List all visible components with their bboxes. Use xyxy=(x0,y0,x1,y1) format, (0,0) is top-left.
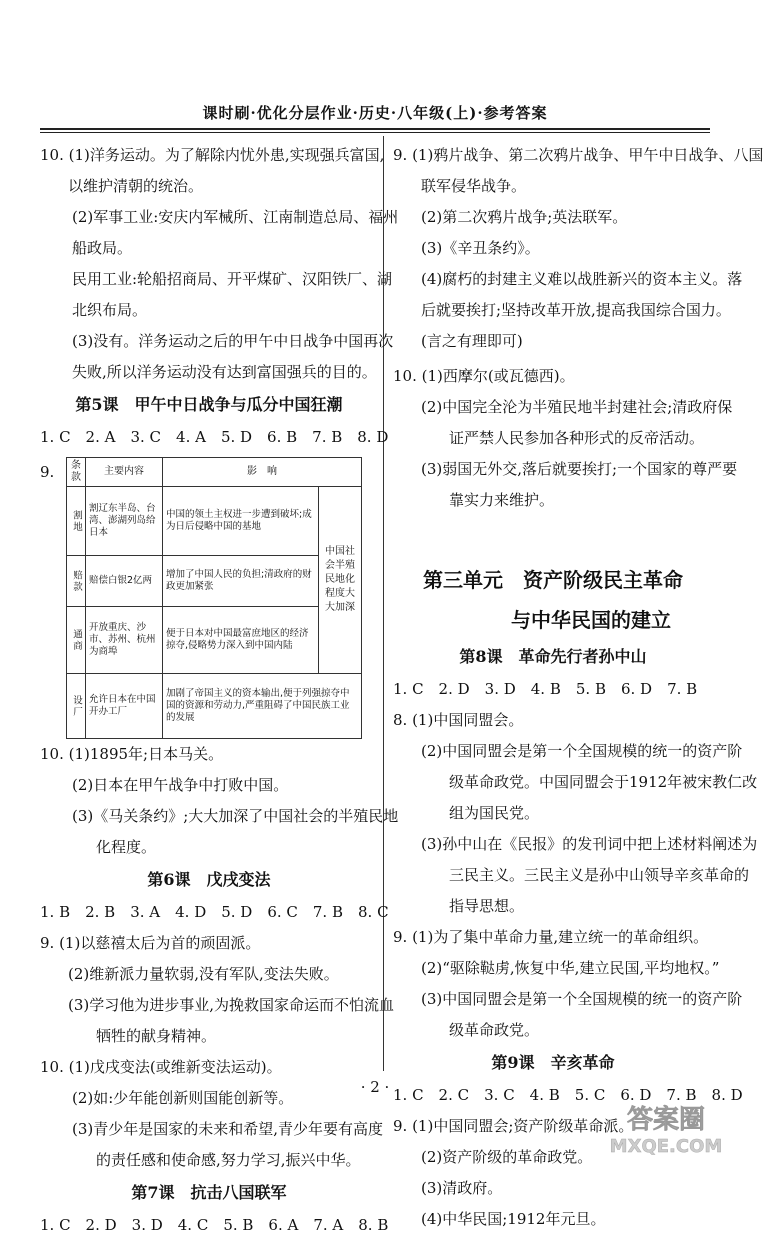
table-cell-effect: 中国的领土主权进一步遭到破坏;成为日后侵略中国的基地 xyxy=(163,487,319,556)
watermark-logo xyxy=(586,1098,746,1158)
table-row xyxy=(67,607,362,674)
answer-line: (3)清政府。 xyxy=(421,1179,503,1197)
table-cell-merged-effect: 中国社会半殖民地化程度大大加深 xyxy=(319,487,362,674)
answer-line: 10. (1)1895年;日本马关。 xyxy=(40,745,224,763)
treaty-table xyxy=(66,457,362,739)
answer-line: 10. (1)洋务运动。为了解除内忧外患,实现强兵富国, xyxy=(40,146,385,164)
table-cell-effect: 加剧了帝国主义的资本输出,便于列强掠夺中国的资源和劳动力,严重阻碍了中国民族工业的发展 xyxy=(163,674,362,739)
lesson-9-choices: 1. C 2. C 3. C 4. B 5. C 6. D 7. B 8. D xyxy=(393,1086,743,1104)
answer-line: (2)军事工业:安庆内军械所、江南制造总局、福州 xyxy=(72,208,399,226)
answer-line: 组为国民党。 xyxy=(449,804,540,822)
q9c-answer xyxy=(40,928,395,1052)
answer-line: 北织布局。 xyxy=(72,301,148,319)
q9-answer xyxy=(393,140,763,357)
table-cell-content: 开放重庆、沙市、苏州、杭州为商埠 xyxy=(86,607,163,674)
question-number: 9. xyxy=(40,463,55,481)
answer-line: 民用工业:轮船招商局、开平煤矿、汉阳铁厂、湖 xyxy=(72,270,393,288)
answer-line: (2)资产阶级的革命政党。 xyxy=(421,1148,593,1166)
table-cell-clause: 割地 xyxy=(67,487,86,556)
q9-table-answer xyxy=(40,457,378,739)
table-header-content: 主要内容 xyxy=(86,458,163,487)
q10c-answer xyxy=(40,1052,384,1176)
answer-line: (2)日本在甲午战争中打败中国。 xyxy=(72,776,289,794)
answer-line: 10. (1)戊戌变法(或维新变法运动)。 xyxy=(40,1058,282,1076)
answer-line: 9. (1)中国同盟会;资产阶级革命派。 xyxy=(393,1117,634,1135)
table-cell-clause: 赔款 xyxy=(67,556,86,607)
answer-line: 化程度。 xyxy=(96,838,157,856)
header-rule-thin xyxy=(40,132,710,133)
answer-line: (4)中华民国;1912年元旦。 xyxy=(421,1210,606,1228)
q10b-answer xyxy=(40,739,399,863)
table-cell-clause: 通商 xyxy=(67,607,86,674)
answer-line: 9. (1)鸦片战争、第二次鸦片战争、甲午中日战争、八国 xyxy=(393,146,763,164)
lesson-6-title: 第6课 戊戌变法 xyxy=(147,870,271,889)
q9b-answer xyxy=(393,922,743,1046)
answer-line: 指导思想。 xyxy=(449,897,525,915)
page-number: · 2 · xyxy=(360,1078,390,1096)
spacer xyxy=(393,516,713,560)
answer-line: (言之有理即可) xyxy=(421,332,523,350)
table-cell-effect: 增加了中国人民的负担;清政府的财政更加紧张 xyxy=(163,556,319,607)
answer-line: (4)腐朽的封建主义难以战胜新兴的资本主义。落 xyxy=(421,270,743,288)
answer-line: (3)中国同盟会是第一个全国规模的统一的资产阶 xyxy=(421,990,743,1008)
table-row xyxy=(67,674,362,739)
answer-line: (3)《马关条约》;大大加深了中国社会的半殖民地 xyxy=(72,807,399,825)
table-row xyxy=(67,487,362,556)
answer-line: (3)青少年是国家的未来和希望,青少年要有高度 xyxy=(72,1120,384,1138)
answer-line: 9. (1)为了集中革命力量,建立统一的革命组织。 xyxy=(393,928,709,946)
table-row xyxy=(67,556,362,607)
lesson-8-choices: 1. C 2. D 3. D 4. B 5. B 6. D 7. B xyxy=(393,680,698,698)
answer-line: (3)弱国无外交,落后就要挨打;一个国家的尊严要 xyxy=(421,460,738,478)
answer-line: (2)第二次鸦片战争;英法联军。 xyxy=(421,208,628,226)
lesson-5-title: 第5课 甲午中日战争与瓜分中国狂潮 xyxy=(75,395,343,414)
answer-line: 联军侵华战争。 xyxy=(421,177,527,195)
table-cell-effect: 便于日本对中国最富庶地区的经济掠夺,侵略势力深入到中国内陆 xyxy=(163,607,319,674)
answer-line: 三民主义。三民主义是孙中山领导辛亥革命的 xyxy=(449,866,750,884)
unit-3-subtitle: 与中华民国的建立 xyxy=(511,608,671,632)
unit-3-title: 第三单元 资产阶级民主革命 xyxy=(423,568,683,592)
left-column xyxy=(40,140,399,1241)
lesson-5-choices: 1. C 2. A 3. C 4. A 5. D 6. B 7. B 8. D xyxy=(40,428,389,446)
q10-answer xyxy=(393,361,738,516)
answer-line: 牺牲的献身精神。 xyxy=(96,1027,217,1045)
table-header-clause: 条款 xyxy=(67,458,86,487)
answer-line: (2)“驱除鞑虏,恢复中华,建立民国,平均地权。” xyxy=(421,959,720,977)
table-cell-content: 割辽东半岛、台湾、澎湖列岛给日本 xyxy=(86,487,163,556)
watermark-line-2: MXQE.COM xyxy=(609,1136,723,1157)
answer-line: (3)没有。洋务运动之后的甲午中日战争中国再次 xyxy=(72,332,394,350)
answer-line: 级革命政党。中国同盟会于1912年被宋教仁改 xyxy=(449,773,758,791)
answer-line: 9. (1)以慈禧太后为首的顽固派。 xyxy=(40,934,261,952)
lesson-7-choices: 1. C 2. D 3. D 4. C 5. B 6. A 7. A 8. B xyxy=(40,1216,389,1234)
lesson-6-choices: 1. B 2. B 3. A 4. D 5. D 6. C 7. B 8. C xyxy=(40,903,389,921)
header-rule xyxy=(40,128,710,130)
answer-line: 的责任感和使命感,努力学习,振兴中华。 xyxy=(96,1151,361,1169)
answer-line: 靠实力来维护。 xyxy=(449,491,555,509)
answer-line: 8. (1)中国同盟会。 xyxy=(393,711,524,729)
page-header: 课时刷·优化分层作业·历史·八年级(上)·参考答案 xyxy=(202,104,548,122)
lesson-7-title: 第7课 抗击八国联军 xyxy=(131,1183,287,1202)
right-column xyxy=(393,140,763,1235)
answer-line: (3)孙中山在《民报》的发刊词中把上述材料阐述为 xyxy=(421,835,758,853)
answer-line: (2)中国同盟会是第一个全国规模的统一的资产阶 xyxy=(421,742,743,760)
answer-line: 后就要挨打;坚持改革开放,提高我国综合国力。 xyxy=(421,301,731,319)
table-cell-content: 赔偿白银2亿两 xyxy=(86,556,163,607)
answer-line: (2)如:少年能创新则国能创新等。 xyxy=(72,1089,294,1107)
answer-line: (2)中国完全沦为半殖民地半封建社会;清政府保 xyxy=(421,398,733,416)
answer-line: 10. (1)西摩尔(或瓦德西)。 xyxy=(393,367,575,385)
table-cell-content: 允许日本在中国开办工厂 xyxy=(86,674,163,739)
lesson-9-title: 第9课 辛亥革命 xyxy=(491,1053,615,1072)
answer-line: 证严禁人民参加各种形式的反帝活动。 xyxy=(449,429,705,447)
table-header-effect: 影 响 xyxy=(163,458,362,487)
answer-line: (3)学习他为进步事业,为挽救国家命运而不怕流血 xyxy=(68,996,395,1014)
answer-line: 以维护清朝的统治。 xyxy=(68,177,204,195)
lesson-8-title: 第8课 革命先行者孙中山 xyxy=(459,647,647,666)
q8-answer xyxy=(393,705,758,922)
answer-line: (2)维新派力量软弱,没有军队,变法失败。 xyxy=(68,965,339,983)
table-cell-clause: 设厂 xyxy=(67,674,86,739)
q10-answer xyxy=(40,140,399,388)
answer-line: 船政局。 xyxy=(72,239,133,257)
answer-line: 级革命政党。 xyxy=(449,1021,540,1039)
answer-line: (3)《辛丑条约》。 xyxy=(421,239,540,257)
watermark-line-1: 答案圈 xyxy=(626,1105,706,1135)
answer-line: 失败,所以洋务运动没有达到富国强兵的目的。 xyxy=(72,363,377,381)
